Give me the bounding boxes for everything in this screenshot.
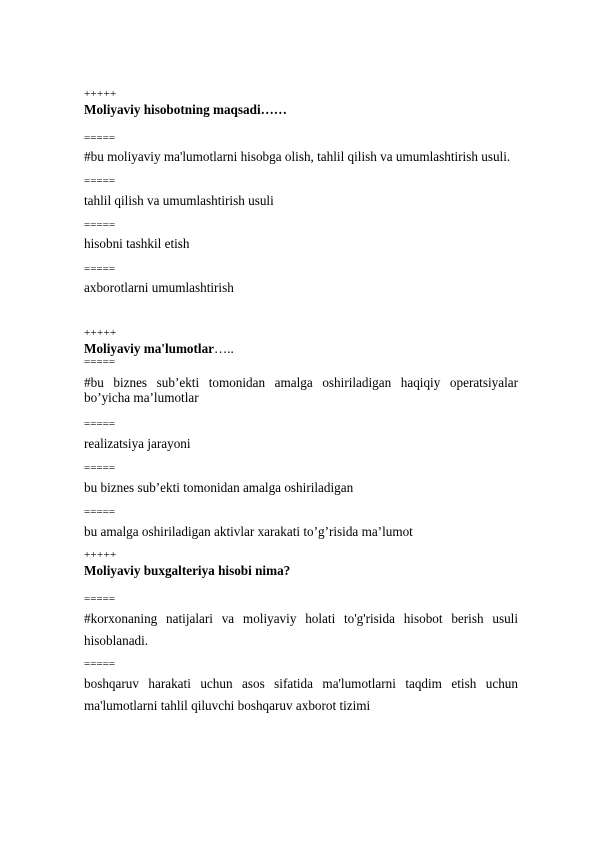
answer-separator: =====	[84, 658, 116, 670]
answer-separator: =====	[84, 263, 116, 275]
answer-separator: =====	[84, 593, 116, 605]
question-text	[84, 102, 287, 117]
answer-option: #bu biznes sub’ekti tomonidan amalga oshiriladigan haqiqiy operatsiyalar bo’yicha ma’lumotlar	[84, 375, 518, 405]
answer-option: realizatsiya jarayoni	[84, 436, 191, 451]
answer-option: tahlil qilish va umumlashtirish usuli	[84, 193, 274, 208]
answer-separator: =====	[84, 132, 116, 144]
answer-separator: =====	[84, 506, 116, 518]
answer-separator: =====	[84, 219, 116, 231]
answer-separator: =====	[84, 462, 116, 474]
answer-option: bu amalga oshiriladigan aktivlar xarakati to’g’risida ma’lumot	[84, 524, 413, 539]
question-text	[84, 563, 290, 578]
question-marker: +++++	[84, 549, 117, 561]
question-marker: +++++	[84, 327, 117, 339]
question-marker: +++++	[84, 88, 117, 100]
answer-option: hisobni tashkil etish	[84, 236, 190, 251]
answer-option: #bu moliyaviy ma'lumotlarni hisobga olish, tahlil qilish va umumlashtirish usuli.	[84, 149, 511, 164]
question-text	[84, 341, 234, 356]
answer-option: boshqaruv harakati uchun asos sifatida ma'lumotlarni taqdim etish uchun ma'lumotlarni tahlil qiluvchi boshqaruv axborot tizimi	[84, 676, 518, 713]
question-label: Moliyaviy ma'lumotlar	[84, 341, 215, 356]
answer-option: bu biznes sub’ekti tomonidan amalga oshiriladigan	[84, 480, 354, 495]
question-label: Moliyaviy buxgalteriya hisobi nima?	[84, 563, 291, 578]
answer-option: axborotlarni umumlashtirish	[84, 280, 234, 295]
answer-separator: =====	[84, 418, 116, 430]
question-label: Moliyaviy hisobotning maqsadi……	[84, 102, 287, 117]
answer-separator: =====	[84, 356, 116, 368]
question-ellipsis: …..	[214, 341, 234, 356]
answer-separator: =====	[84, 175, 116, 187]
answer-option: #korxonaning natijalari va moliyaviy holati to'g'risida hisobot berish usuli hisoblanadi.	[84, 611, 518, 648]
